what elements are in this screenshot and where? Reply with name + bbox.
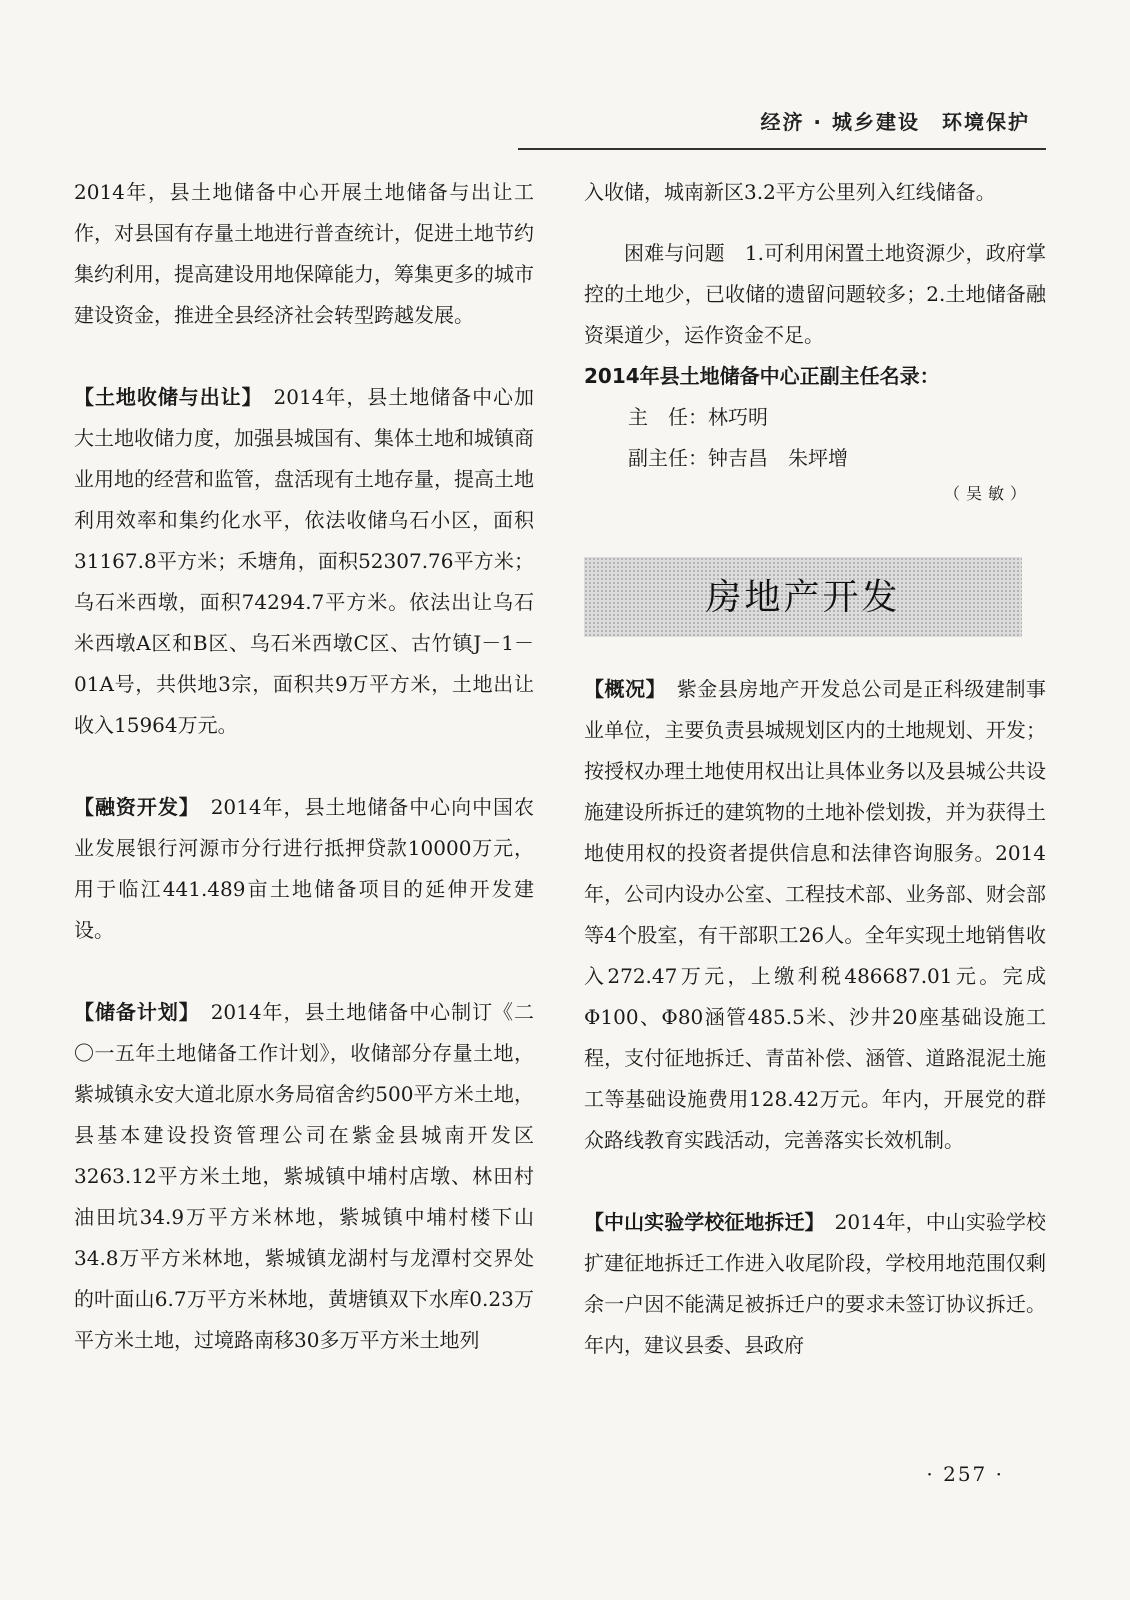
- problems-paragraph: 困难与问题 1.可利用闲置土地资源少，政府掌控的土地少，已收储的遗留问题较多；2.土地储备融资渠道少，运作资金不足。: [584, 241, 1046, 347]
- financing-text: 2014年，县土地储备中心向中国农业发展银行河源市分行进行抵押贷款10000万元，用于临江441.489亩土地储备项目的延伸开发建设。: [74, 795, 534, 942]
- land-acquisition-heading: 【土地收储与出让】: [74, 385, 253, 409]
- page-number: · 257 ·: [926, 1462, 1004, 1486]
- roster-title: 2014年县土地储备中心正副主任名录：: [584, 364, 940, 388]
- financing-heading: 【融资开发】: [74, 795, 190, 819]
- author-credit: （吴敏）: [943, 484, 1032, 503]
- section-title: 房地产开发: [705, 576, 901, 618]
- director-line: 主 任：林巧明: [628, 405, 768, 429]
- left-column: [74, 172, 534, 1361]
- overview-heading: 【概况】: [584, 677, 657, 701]
- school-demolition-paragraph: [584, 1202, 1046, 1366]
- continued-paragraph: 入收储，城南新区3.2平方公里列入红线储备。: [584, 180, 996, 204]
- reserve-plan-text: 2014年，县土地储备中心制订《二〇一五年土地储备工作计划》，收储部分存量土地，紫城镇永安大道北原水务局宿舍约500平方米土地，县基本建设投资管理公司在紫金县城南开发区3263.12平方米土地，紫城镇中埔村店墩、林田村油田坑34.9万平方米林地，紫城镇中埔村楼下山34.8万平方米林地，紫城镇龙湖村与龙潭村交界处的叶面山6.7万平方米林地，黄塘镇双下水库0.23万平方米土地，过境路南移30多万平方米土地列: [74, 1000, 534, 1352]
- overview-text: 紫金县房地产开发总公司是正科级建制事业单位，主要负责县城规划区内的土地规划、开发；按授权办理土地使用权出让具体业务以及县城公共设施建设所拆迁的建筑物的土地补偿划拨，并为获得土地使用权的投资者提供信息和法律咨询服务。2014年，公司内设办公室、工程技术部、业务部、财会部等4个股室，有干部职工26人。全年实现土地销售收入272.47万元，上缴利税486687.01元。完成Φ100、Φ80涵管485.5米、沙井20座基础设施工程，支付征地拆迁、青苗补偿、涵管、道路混泥土施工等基础设施费用128.42万元。年内，开展党的群众路线教育实践活动，完善落实长效机制。: [584, 677, 1047, 1152]
- running-header: 经济 · 城乡建设 环境保护: [760, 110, 1030, 134]
- school-demolition-text: 2014年，中山实验学校扩建征地拆迁工作进入收尾阶段，学校用地范围仅剩余一户因不能满足被拆迁户的要求未签订协议拆迁。年内，建议县委、县政府: [584, 1210, 1046, 1357]
- intro-paragraph: 2014年，县土地储备中心开展土地储备与出让工作，对县国有存量土地进行普查统计，促进土地节约集约利用，提高建设用地保障能力，筹集更多的城市建设资金，推进全县经济社会转型跨越发展。: [74, 180, 534, 327]
- land-acquisition-paragraph: [74, 377, 534, 746]
- header-rule: [518, 148, 1046, 150]
- right-column: [584, 172, 1046, 1366]
- reserve-plan-paragraph: [74, 992, 534, 1361]
- overview-paragraph: [584, 669, 1046, 1161]
- financing-paragraph: [74, 787, 534, 951]
- deputy-line: 副主任：钟吉昌 朱坪增: [628, 446, 848, 470]
- school-demolition-heading: 【中山实验学校征地拆迁】: [584, 1210, 815, 1234]
- section-banner: [584, 557, 1022, 637]
- reserve-plan-heading: 【储备计划】: [74, 1000, 190, 1024]
- land-acquisition-text: 2014年，县土地储备中心加大土地收储力度，加强县城国有、集体土地和城镇商业用地的经营和监管，盘活现有土地存量，提高土地利用效率和集约化水平，依法收储乌石小区，面积31167.8平方米；禾塘角，面积52307.76平方米；乌石米西墩，面积74294.7平方米。依法出让乌石米西墩A区和B区、乌石米西墩C区、古竹镇J－1－01A号，共供地3宗，面积共9万平方米，土地出让收入15964万元。: [74, 385, 534, 737]
